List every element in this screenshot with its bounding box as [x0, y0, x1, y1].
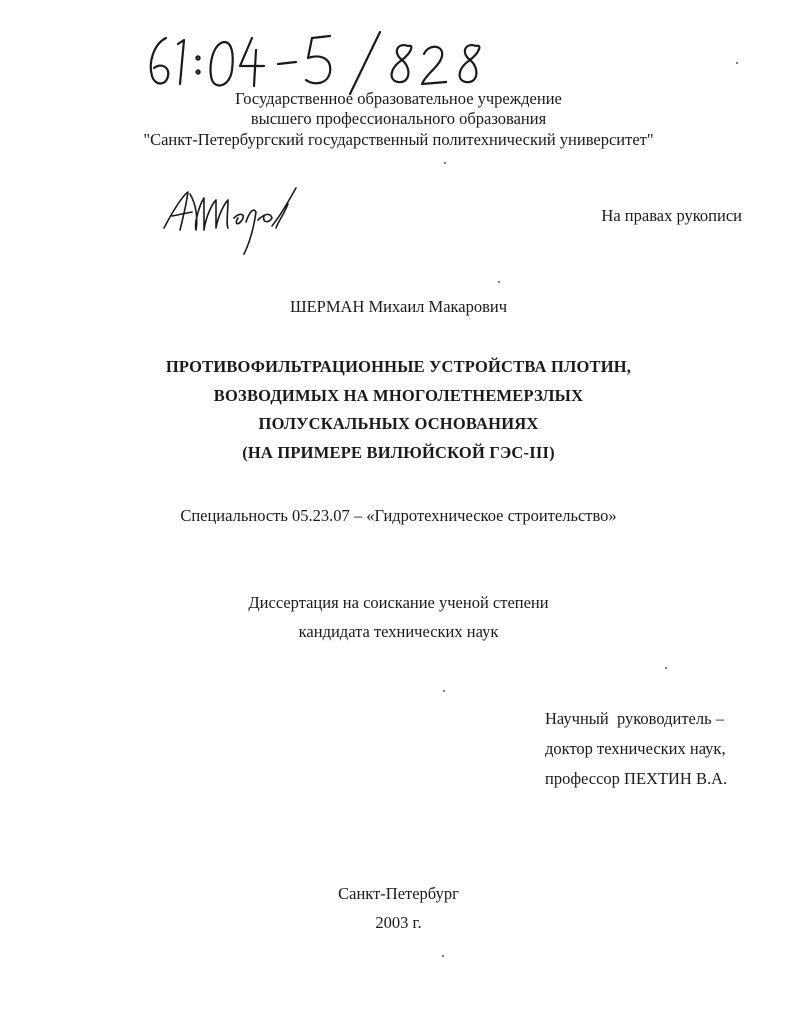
year: 2003 г. — [375, 913, 422, 932]
institution-line-1: Государственное образовательное учреждение — [235, 89, 562, 108]
scan-speck — [442, 955, 444, 957]
title-line-3: ПОЛУСКАЛЬНЫХ ОСНОВАНИЯХ — [258, 414, 539, 433]
title-line-1: ПРОТИВОФИЛЬТРАЦИОННЫЕ УСТРОЙСТВА ПЛОТИН, — [165, 357, 632, 376]
dissertation-line-1: Диссертация на соискание ученой степени — [248, 593, 549, 612]
institution-line-3: "Санкт-Петербургский государственный политехнический университет" — [143, 130, 654, 149]
city: Санкт-Петербург — [338, 884, 459, 903]
title-line-4: (НА ПРИМЕРЕ ВИЛЮЙСКОЙ ГЭС-III) — [242, 443, 555, 462]
scan-speck — [444, 162, 446, 164]
specialty: Специальность 05.23.07 – «Гидротехническое строительство» — [180, 506, 617, 525]
dissertation-line-2: кандидата технических наук — [298, 622, 499, 641]
scan-speck — [736, 62, 738, 64]
supervisor-line-2: доктор технических наук, — [545, 739, 726, 758]
supervisor-line-1: Научный руководитель – — [545, 709, 725, 728]
scan-speck — [498, 281, 500, 283]
scan-speck — [443, 690, 445, 692]
handwritten-catalog-number — [140, 28, 510, 98]
scan-speck — [665, 667, 667, 669]
author-name: ШЕРМАН Михаил Макарович — [289, 297, 508, 316]
supervisor-line-3: профессор ПЕХТИН В.А. — [545, 769, 728, 788]
title-line-2: ВОЗВОДИМЫХ НА МНОГОЛЕТНЕМЕРЗЛЫХ — [213, 386, 584, 405]
manuscript-rights: На правах рукописи — [601, 206, 742, 225]
handwritten-signature — [160, 182, 310, 258]
institution-line-2: высшего профессионального образования — [250, 109, 547, 128]
